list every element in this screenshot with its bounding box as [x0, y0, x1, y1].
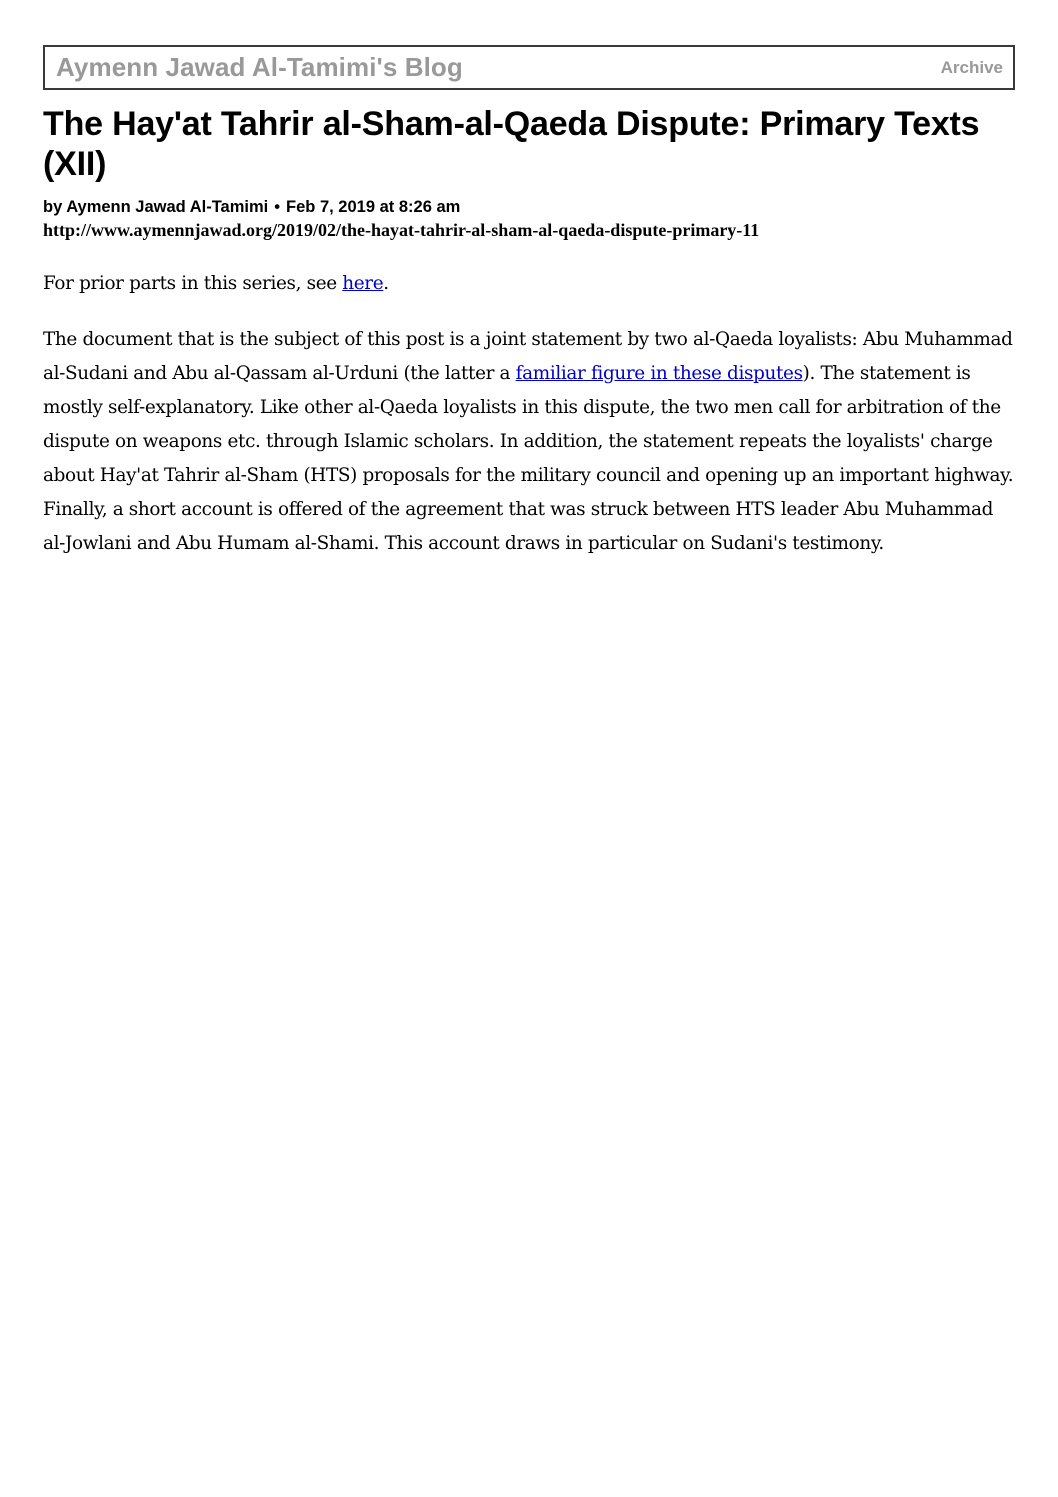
p2-text-after: ). The statement is mostly self-explanatory. Like other al-Qaeda loyalists in this dispute, the two men call for arbitration of the dispute on weapons etc. through Islamic scholars. In addition, the statement repeats the loyalists' charge about Hay'at Tahrir al-Sham (HTS) proposals for the military council and opening up an important highway. Finally, a short account is offered of the agreement that was struck between HTS leader Abu Muhammad al-Jowlani and Abu Humam al-Shami. This account draws in particular on Sudani's testimony. — [43, 363, 1014, 554]
post-title: The Hay'at Tahrir al-Sham-al-Qaeda Dispute: Primary Texts (XII) — [43, 105, 980, 183]
post-date: Feb 7, 2019 at 8:26 am — [286, 198, 461, 216]
prior-parts-link[interactable]: here — [342, 273, 384, 294]
p2-text-before: The document that is the subject of this post is a joint statement by two al-Qaeda loyalists: Abu Muhammad al-Sudani and Abu al-Qassam al-Urduni (the latter a — [43, 329, 1013, 384]
familiar-figure-link[interactable]: familiar figure in these disputes — [515, 363, 803, 384]
post-meta — [43, 196, 1015, 242]
paragraph-summary — [43, 323, 1015, 561]
blog-header — [43, 45, 1015, 90]
post-author: by Aymenn Jawad Al-Tamimi — [43, 198, 269, 216]
page — [43, 45, 1015, 583]
post-permalink[interactable]: http://www.aymennjawad.org/2019/02/the-hayat-tahrir-al-sham-al-qaeda-dispute-primary-11 — [43, 220, 760, 240]
blog-title-link[interactable]: Aymenn Jawad Al-Tamimi's Blog — [56, 52, 463, 82]
post-content — [43, 267, 1015, 561]
p1-text-before: For prior parts in this series, see — [43, 273, 343, 294]
p1-text-after: . — [383, 273, 389, 294]
paragraph-prior-parts — [43, 267, 1015, 301]
archive-link[interactable]: Archive — [940, 57, 1003, 77]
meta-separator: • — [274, 198, 281, 216]
